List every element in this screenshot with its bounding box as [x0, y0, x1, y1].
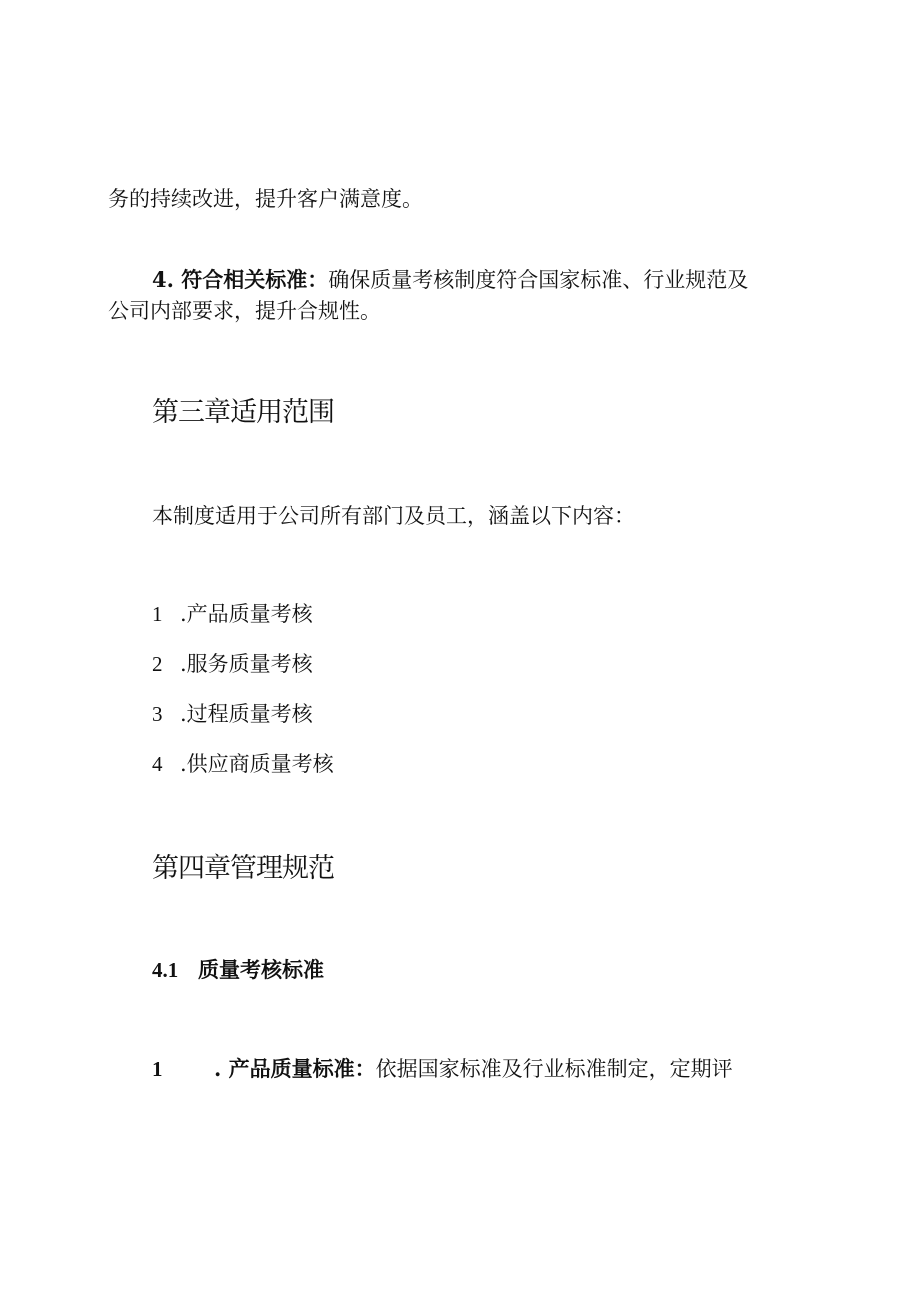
scope-list-item — [152, 700, 313, 728]
chapter-4-title: 第四章管理规范 — [152, 853, 334, 884]
objective-4-line1 — [152, 266, 748, 294]
continuation-text: 务的持续改进，提升客户满意度。 — [108, 187, 423, 211]
scope-item-text: .过程质量考核 — [180, 702, 313, 726]
chapter-3-title: 第三章适用范围 — [152, 397, 334, 428]
objective-4-line2: 公司内部要求，提升合规性。 — [108, 299, 381, 323]
paragraph-number: 1 — [152, 1057, 163, 1081]
scope-item-text: .产品质量考核 — [180, 602, 313, 626]
section-4-1-heading — [152, 956, 324, 984]
objective-4-label: 4. 符合相关标准： — [152, 267, 329, 292]
scope-item-text: .服务质量考核 — [180, 652, 313, 676]
scope-item-text: .供应商质量考核 — [180, 752, 334, 776]
standard-paragraph-1 — [152, 1055, 733, 1083]
scope-list-item — [152, 750, 334, 778]
scope-list-item — [152, 600, 313, 628]
section-title: 质量考核标准 — [198, 957, 324, 982]
section-number: 4.1 — [152, 958, 179, 982]
chapter-3-intro: 本制度适用于公司所有部门及员工，涵盖以下内容： — [152, 504, 635, 528]
scope-item-number: 4 — [152, 752, 163, 776]
scope-item-number: 1 — [152, 602, 163, 626]
paragraph-label: . 产品质量标准： — [214, 1056, 376, 1081]
paragraph-text: 依据国家标准及行业标准制定，定期评 — [375, 1057, 733, 1081]
objective-4-text: 确保质量考核制度符合国家标准、行业规范及 — [328, 268, 749, 292]
scope-item-number: 2 — [152, 652, 163, 676]
scope-list-item — [152, 650, 313, 678]
scope-item-number: 3 — [152, 702, 163, 726]
